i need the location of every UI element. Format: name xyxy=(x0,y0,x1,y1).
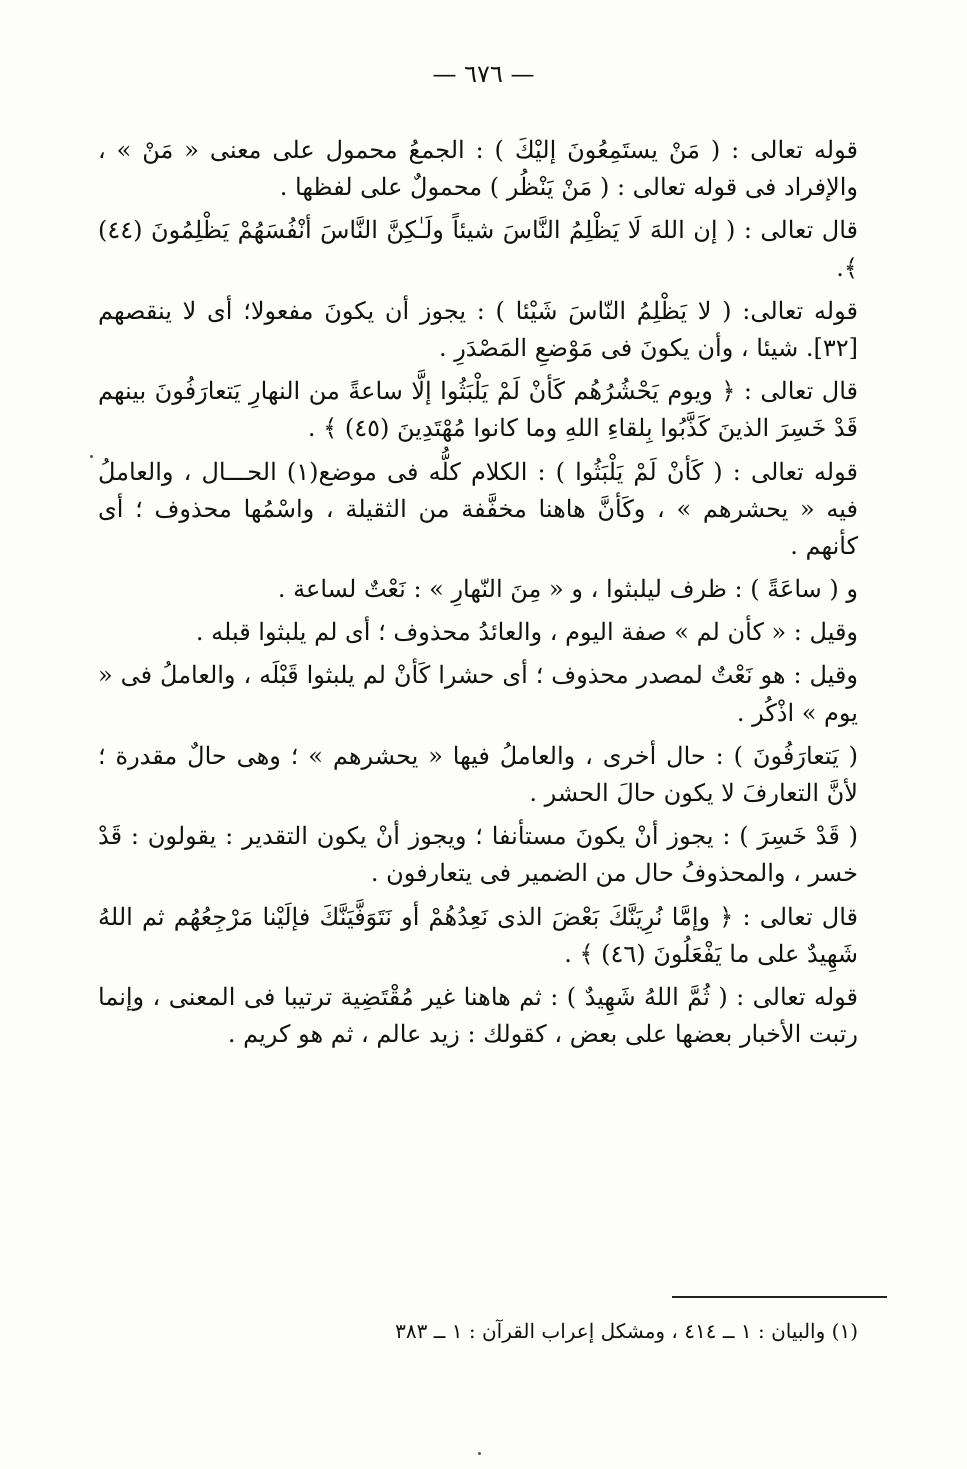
scan-speck xyxy=(478,1452,481,1455)
paragraph: قال تعالى : ( إن اللهَ لَا يَظْلِمُ النَّاسَ شيئاً ولَـٰكِنَّ النَّاسَ أنْفُسَهُمْ يَظْلِمُونَ (٤٤) ﴾. xyxy=(98,216,858,282)
paragraph: وقيل : هو نَعْتٌ لمصدر محذوف ؛ أى حشرا كَأنْ لم يلبثوا قَبْلَه ، والعاملُ فى « يوم » اذْكُر . xyxy=(98,661,858,727)
footnote-divider xyxy=(672,1296,887,1298)
paragraph: قوله تعالى : ( ثُمَّ اللهُ شَهِيدٌ ) : ثم هاهنا غير مُقْتَضِية ترتيبا فى المعنى ، وإنما رتبت الأخبار بعضها على بعض ، كقولك : زيد عالم ، ثم هو كريم . xyxy=(98,982,858,1049)
paragraph: قوله تعالى : ( مَنْ يستَمِعُونَ إليْكَ ) : الجمعُ محمول على معنى « مَنْ » ، والإفراد فى قوله تعالى : ( مَنْ يَنْظُر ) محمولٌ على لفظها . xyxy=(98,136,858,202)
paragraph: قوله تعالى: ( لا يَظْلِمُ النّاسَ شَيْئا ) : يجوز أن يكونَ مفعولا؛ أى لا ينقصهم [٣٢]. شيئا ، وأن يكونَ فى مَوْضعِ المَصْدَرِ . xyxy=(98,296,858,362)
paragraph: قوله تعالى : ( كَأنْ لَمْ يَلْبَثُوا ) : الكلام كلُّه فى موضع(١) الحـــال ، والعاملُ فيه « يحشرهم » ، وكَأنَّ هاهنا مخفَّفة من الثقيلة ، واسْمُها محذوف ؛ أى كأنهم . xyxy=(98,457,858,560)
paragraph: ( يَتعارَفُونَ ) : حال أخرى ، والعاملُ فيها « يحشرهم » ؛ وهى حالٌ مقدرة ؛ لأنَّ التعارفَ لا يكون حالَ الحشر . xyxy=(98,741,858,807)
page-number: — ٦٧٦ — xyxy=(432,60,535,88)
paragraph: وقيل : « كأن لم » صفة اليوم ، والعائدُ محذوف ؛ أى لم يلبثوا قبله . xyxy=(195,618,858,647)
main-text xyxy=(98,132,858,1059)
paragraph: ( قَدْ خَسِرَ ) : يجوز أنْ يكونَ مستأنفا ؛ ويجوز أنْ يكون التقدير : يقولون : قَدْ خسر ، والمحذوفُ حال من الضمير فى يتعارفون . xyxy=(98,822,858,888)
paragraph: قال تعالى : ﴿ ويوم يَحْشُرُهُم كَأنْ لَمْ يَلْبَثُوا إلَّا ساعةً من النهارِ يَتعارَفُونَ بينهم قَدْ خَسِرَ الذينَ كَذَّبُوا بِلقاءِ اللهِ وما كانوا مُهْتَدِينَ (٤٥) ﴾ . xyxy=(98,377,858,443)
scan-speck xyxy=(90,455,93,458)
paragraph: و ( ساعَةً ) : ظرف ليلبثوا ، و « مِنَ النّهارِ » : نَعْتٌ لساعة . xyxy=(277,575,858,604)
footnote: (١) والبيان : ١ ــ ٤١٤ ، ومشكل إعراب القرآن : ١ ــ ٣٨٣ xyxy=(395,1319,858,1343)
paragraph: قال تعالى : ﴿ وإمَّا نُرِيَنَّكَ بَعْضَ الذى نَعِدُهُمْ أو نَتَوَفَّيَنَّكَ فإلَيْنا مَرْجِعُهُم ثم اللهُ شَهِيدٌ على ما يَفْعَلُونَ (٤٦) ﴾ . xyxy=(98,902,858,968)
